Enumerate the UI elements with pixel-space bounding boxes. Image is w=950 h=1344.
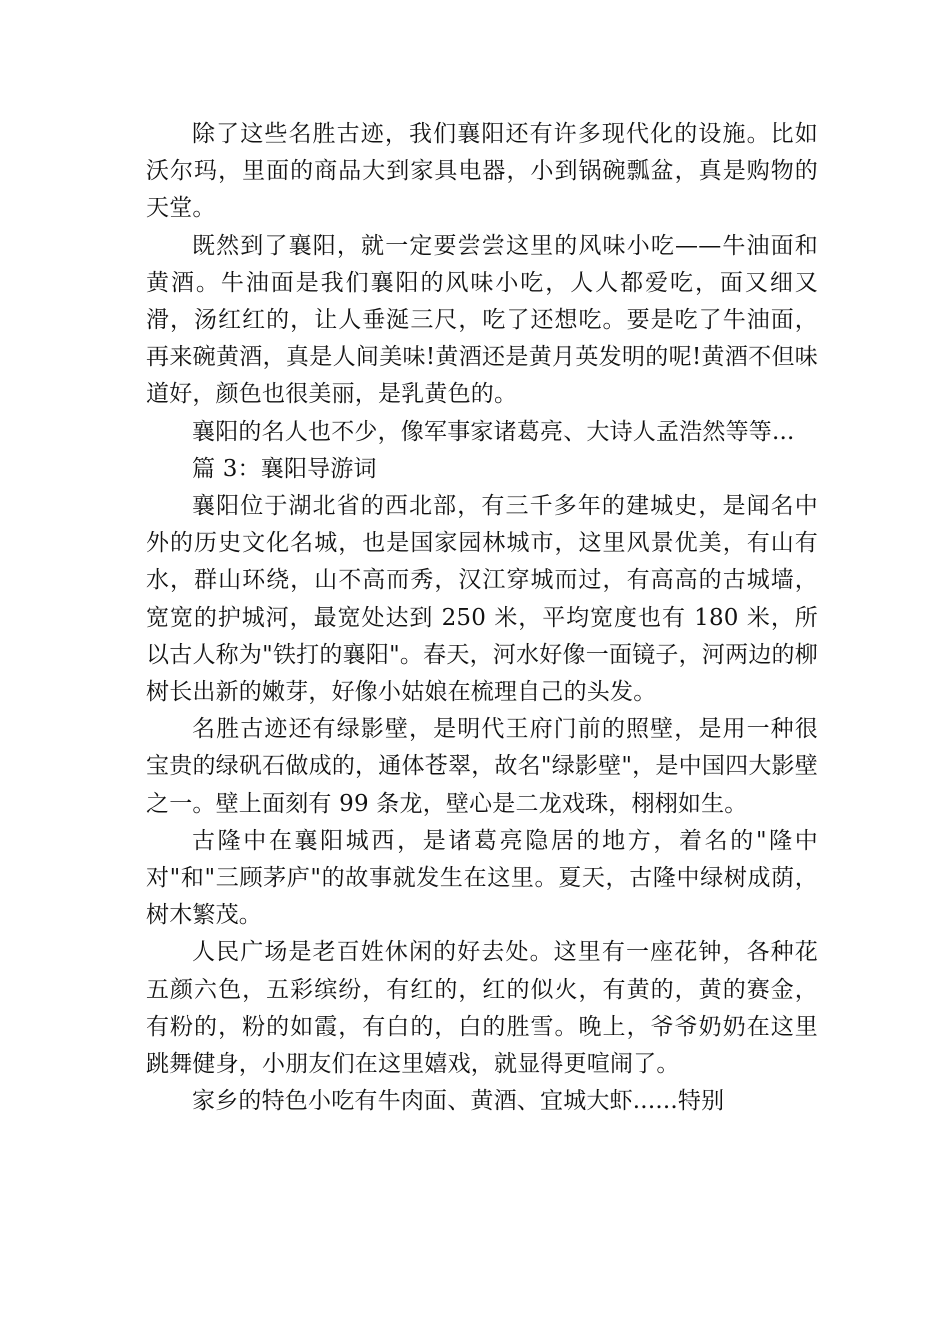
paragraph-green-screen-wall: 名胜古迹还有绿影壁，是明代王府门前的照壁，是用一种很宝贵的绿矾石做成的，通体苍翠，故名"绿影壁"，是中国四大影壁之一。壁上面刻有 99 条龙，壁心是二龙戏珠，栩栩如生。 xyxy=(146,716,818,817)
paragraph-famous-people: 襄阳的名人也不少，像军事家诸葛亮、大诗人孟浩然等等... xyxy=(192,418,795,445)
paragraph-xiangyang-overview: 襄阳位于湖北省的西北部，有三千多年的建城史，是闻名中外的历史文化名城，也是国家园林城市，这里风景优美，有山有水，群山环绕，山不高而秀，汉江穿城而过，有高高的古城墙，宽宽的护城河，最宽处达到 250 米，平均宽度也有 180 米，所以古人称为"铁打的襄阳"。春天，河水好像一面镜子，河两边的柳树长出新的嫩芽，好像小姑娘在梳理自己的头发。 xyxy=(146,493,818,706)
paragraph-peoples-square: 人民广场是老百姓休闲的好去处。这里有一座花钟，各种花五颜六色，五彩缤纷，有红的，红的似火，有黄的，黄的赛金，有粉的，粉的如霞，有白的，白的胜雪。晚上，爷爷奶奶在这里跳舞健身，小朋友们在这里嬉戏，就显得更喧闹了。 xyxy=(146,939,818,1078)
section-heading: 篇 3：襄阳导游词 xyxy=(192,455,377,482)
paragraph-gulongzhong: 古隆中在襄阳城西，是诸葛亮隐居的地方，着名的"隆中对"和"三顾茅庐"的故事就发生在这里。夏天，古隆中绿树成荫，树木繁茂。 xyxy=(146,827,818,929)
paragraph-local-snacks: 既然到了襄阳，就一定要尝尝这里的风味小吃——牛油面和黄酒。牛油面是我们襄阳的风味小吃，人人都爱吃，面又细又滑，汤红红的，让人垂涎三尺，吃了还想吃。要是吃了牛油面，再来碗黄酒，真是人间美味!黄酒还是黄月英发明的呢!黄酒不但味道好，颜色也很美丽，是乳黄色的。 xyxy=(146,232,818,408)
paragraph-hometown-snacks: 家乡的特色小吃有牛肉面、黄酒、宜城大虾......特别 xyxy=(192,1088,725,1115)
document-body xyxy=(146,116,818,1120)
paragraph-modern-facilities: 除了这些名胜古迹，我们襄阳还有许多现代化的设施。比如沃尔玛，里面的商品大到家具电器，小到锅碗瓢盆，真是购物的天堂。 xyxy=(146,121,818,222)
